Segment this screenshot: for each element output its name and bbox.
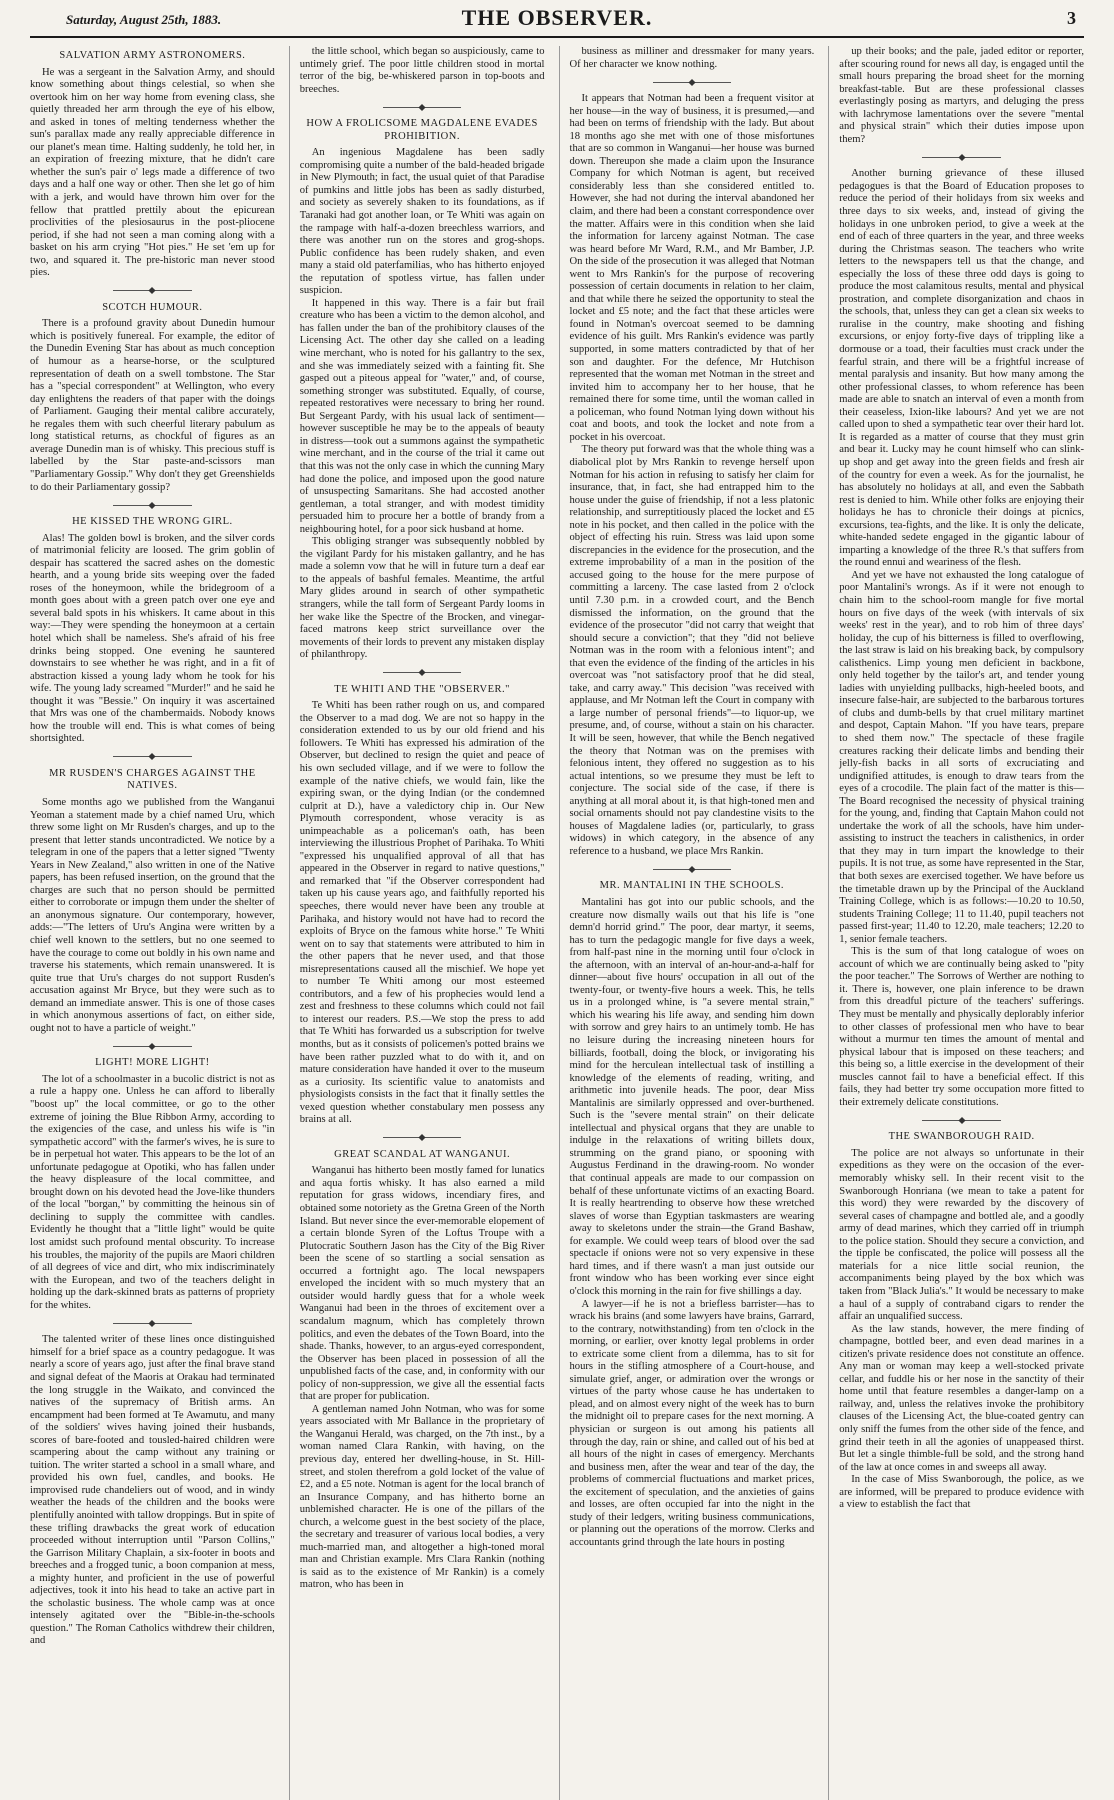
masthead <box>30 0 1084 38</box>
article <box>839 46 1084 146</box>
article-paragraph: Mantalini has got into our public schools, and the creature now dismally wails out that his life is "one demn'd horrid grind." The poor, dear martyr, it seems, has to turn the pedagogic mangle for five days a week, from half-past nine in the morning until four o'clock in the afternoon, with an interval of an-hour-and-a-half for dinner—about five hours' occupation in all out of the twenty-four, or twenty-five hours a week. This, he tells us in a prolonged whine, is "a severe mental strain," which his wearing his life away, and sending him down with sorrow and grey hairs to an untimely tomb. He has no leisure during the increasing nineteen hours for billiards, football, doing the block, or invigorating his mind for the herculean intellectual task of instilling a knowledge of the elements of reading, writing, and arithmetic into juvenile heads. The poor, dear Miss Mantalinis are similarly oppressed and over-burthened. Such is the "severe mental strain" on their delicate intellectual and physical organs that they are unable to indulge in the relaxations of writing billets doux, strumming on the grand piano, or spooning with Augustus Ferdinand in the drawing-room. No wonder that continual appeals are made to our compassion on behalf of these unfortunate victims of an exacting Board. It is really heartrending to observe how these wretched slaves of worse than Egyptian taskmasters are wearing away to skeletons under the strain—the Grand Bashaw, for example. We could weep tears of blood over the sad spectacle if onions were not so very expensive in these hard times, and if there wasn't a man just outside our front window who has been working ever since eight o'clock this morning in the rain for five shillings a day. <box>569 897 815 1297</box>
newspaper-title: THE OBSERVER. <box>461 5 653 30</box>
article-paragraph: the little school, which began so auspiciously, came to untimely grief. The poor little children stood in mortal terror of the big, be-whiskered parson in top-boots and breeches. <box>299 46 545 95</box>
article-paragraph: There is a profound gravity about Dunedin humour which is positively funereal. For example, the editor of the Dunedin Evening Star has about as much conception of humour as a hearse-horse, or the sculptured representation of death on a swell tombstone. The Star has a "special correspondent" at Wellington, who every day enlightens the readers of that paper with the doings of Parliament. Gauging their mental calibre accurately, he regales them with such cheerful literary pabulum as long statistical returns, as chockful of figures as an average Dunedin man is of whisky. This precious stuff is labelled by the Star paste-and-scissors man "Parliamentary Gossip." Why don't they get Greenshields to do their Parliamentary gossip? <box>30 318 275 493</box>
article-paragraph: He was a sergeant in the Salvation Army, and should know something about things celestial, so when she overtook him on her way home from evening class, she quietly threaded her arm through the eye of his elbow, and asked in tones of melting tenderness whether the sun's parallax made any really appreciable difference in our planet's mean time. Halting suddenly, he told her, in an expiration of freezing mixture, that he didn't care whether the sun's pair o' legs made a difference of two days and a half one way or other. Then she let go of him with a jerk, and would have thrown him over for the fellow that prattled prettily about the epicurean proclivities of the plesiosaurus in the post-pliocene period, if she had not seen a man coming along with a basket on his arm crying "Hot pies." He set 'em up for two, and squared it. The pre-historic man never stood pies. <box>30 66 275 279</box>
article-paragraph: A gentleman named John Notman, who was for some years associated with Mr Ballance in the proprietary of the Wanganui Herald, was charged, on the 7th inst., by a woman named Clara Rankin, with having, on the previous day, entered her dwelling-house, in St. Hill-street, and stolen therefrom a gold locket of the value of £2, and a £5 note. Notman is agent for the local branch of an Insurance Company, and has hitherto borne an unblemished character. He is one of the pillars of the church, a welcome guest in the best society of the place, the secretary and treasurer of various local bodies, a very much-married man, and altogether a high-toned moral man and Christian example. Mrs Clara Rankin (nothing is said as to the existence of Mr Rankin) is a comely matron, who has been in <box>299 1403 545 1591</box>
article <box>839 1131 1084 1511</box>
article-paragraph: The police are not always so unfortunate in their expeditions as they were on the occasion of the ever-memorably whisky sell. In their recent visit to the Swanborough Honriana (we mean to take a patent for this word) they were rewarded by the discovery of several cases of champagne and bottled ale, and a goodly army of dead marines, which they carried off in triumph to the police station. Should they secure a conviction, and the tipple be confiscated, the police will possess all the materials for a nice little social reunion, the accompaniments being played by the box which was taken from "Black Julia's." It would be necessary to make a haul of a supply of contraband cigars to render the affair an unqualified success. <box>839 1147 1084 1323</box>
section-divider <box>30 1318 275 1328</box>
column-3 <box>559 46 815 1800</box>
article-heading: HOW A FROLICSOME MAGDALENE EVADES PROHIBITION. <box>306 118 538 142</box>
column-2 <box>289 46 545 1800</box>
article-paragraph: And yet we have not exhausted the long catalogue of poor Mantalini's wrongs. As if it were not enough to chain him to the school-room mangle for five mortal hours on five days of the week (with intervals of six weeks' rest in the year), and to rob him of three days' holiday, the cup of his bitterness is filled to overflowing, the last straw is laid on his breaking back, by compulsory calisthenics. Limp young men deficient in backbone, only held together by the tailor's art, and tender young ladies with unyielding pullbacks, high-heeled boots, and insecure false-hair, are subjected to the barbarous tortures of clubs and dumb-bells by that cruel military martinet and despot, Captain Mahon. "If you have tears, prepare to shed them now." The spectacle of these fragile creatures racking their delicate limbs and bending their jelly-fish backs in all sorts of excruciating and undignified attitudes, is enough to draw tears from the eyes of a crocodile. The plain fact of the matter is this—The Board recognised the necessity of physical training for the young, and, finding that Captain Mahon could not undertake the work of all the schools, have him under-assisting to instruct the teachers in calisthenics, in order that they may in turn impart the knowledge to their pupils. It is not true, as some have represented in the Star, that both sexes are exercised together. We have before us the timetable drawn up by the Principal of the Auckland Training College, which is as follows:—10.20 to 10.50, students Training College; 11 to 11.40, pupil teachers not passed first-year; 11.40 to 12.20, male teachers; 12.20 to 1, senior female teachers. <box>839 569 1084 945</box>
article-paragraph: Wanganui has hitherto been mostly famed for lunatics and aqua fortis whisky. It has also earned a mild reputation for grass widows, incendiary fires, and obtained some notoriety as the Gretna Green of the North Island. But never since the ever-memorable elopement of a certain blonde Syren of the Loftus Troupe with a Plutocratic Southern Jason has the City of the Big River been the scene of so startling a social sensation as occurred a fortnight ago. The local newspapers enveloped the incident with so much mystery that an outsider would hardly guess that for a whole week Wanganui had been in the throes of excitement over a scandalum magnum, which has completely thrown politics, and even the debates of the Town Board, into the shade. Thanks, however, to an argus-eyed correspondent, the Observer has been placed in possession of all the unpublished facts of the case, and, in conformity with our policy of non-suppression, we give all the essential facts that are proper for publication. <box>299 1165 545 1403</box>
article-paragraph: up their books; and the pale, jaded editor or reporter, after scouring round for news all day, is engaged until the small hours preparing the broad sheet for the morning breakfast-table. But are these professional classes everlastingly posing as martyrs, and deluging the press with lachrymose lamentations over the severe "mental and physical strain" which their duties impose upon them? <box>839 46 1084 145</box>
article-paragraph: Te Whiti has been rather rough on us, and compared the Observer to a mad dog. We are not so happy in the consideration extended to us by our old friend and his followers. Te Whiti has expressed his admiration of the Observer, but declined to resign the quiet and peace of his own secluded village, and if we were to follow the example of the native chiefs, we would fain, like the expiring swan, or the dying Indian (or the condemned culprit at D.), have a valedictory chip in. Our New Plymouth correspondent, whose veracity is as unimpeachable as a policeman's oath, has been interviewing the illustrious Prophet of Parihaka. To Whiti "expressed his unqualified approval of all that has appeared in the Observer in regard to native questions," and remarked that "if the Observer correspondent had taken up his cause years ago, and faithfully reported his speeches, there would never have been any trouble at Parihaka, and history would not have had to record the exploits of Bryce on the famous white horse." Te Whiti went on to say that statements were attributed to him in the other papers that he never used, and that those misrepresentations caused all the mischief. We hope yet to number Te Whiti among our most esteemed contributors, and a few of his prophecies would lend a zest and freshness to these columns which could not fail to interest our readers. P.S.—We stop the press to add that Te Whiti has forwarded us a subscription for twelve months, but as it consists of policemen's potted brains we have been rather puzzled what to do with it, and on mature consideration have handed it over to the museum as a curiosity. Its scientific value to anatomists and physiologists consists in the fact that it finally settles the vexed question whether constabulary men possess any brains at all. <box>299 700 545 1126</box>
section-divider <box>30 500 275 510</box>
section-divider <box>300 102 545 112</box>
article-paragraph: Alas! The golden bowl is broken, and the silver cords of matrimonial felicity are loosed. The grim goblin of despair has scattered the sacred ashes on the domestic hearth, and a young bride sits weeping over the faded roses of the honeymoon, while the bridegroom of a month goes about with a green patch over one eye and several bald spots in his whiskers. It came about in this way:—They were spending the honeymoon at a certain hotel which shall be nameless. She's afraid of his free drinks being stopped. One evening he sauntered downstairs to see whether he was right, and in a fit of abstraction kissed a young lady whom he took for his wife. The young lady screamed "Murder!" and he said he thought it was "Bessie." On inquiry it was ascertained that Mrs was one of the chambermaids. Nobody knows how the trouble will end. This is what comes of being shortsighted. <box>30 532 275 745</box>
article-heading: TE WHITI AND THE "OBSERVER." <box>334 683 510 695</box>
article <box>300 118 545 662</box>
article <box>30 1334 275 1648</box>
page-number: 3 <box>1067 8 1076 28</box>
article-heading: GREAT SCANDAL AT WANGANUI. <box>334 1148 511 1160</box>
section-divider <box>570 77 815 87</box>
article-paragraph: This is the sum of that long catalogue of woes on account of which we are continually being asked to "pity the poor teacher." The Sorrows of Werther are nothing to it. There is, however, one plain inference to be drawn from this dreadful picture of the teachers' sufferings. They must be mentally and physically deplorably inferior to other classes of professional men who have to bear without a murmur ten times the amount of mental and physical labour that is imposed on these teachers; and this being so, a little exercise in the development of their muscles cannot fail to have a beneficial effect. If this fails, they had better try some occupation more fitted to their extremely delicate constitutions. <box>839 946 1084 1108</box>
article <box>30 516 275 746</box>
article <box>30 302 275 494</box>
article-paragraph: The theory put forward was that the whole thing was a diabolical plot by Mrs Rankin to revenge herself upon Notman for his action in refusing to satisfy her claim for insurance, that, in fact, she had entrapped him to the house under the guise of friendship, if not a less platonic relationship, and surreptitiously placed the locket and £5 note in his pocket, and then called in the police with the object of effecting his ruin. Stress was laid upon some discrepancies in the evidence for the prosecution, and the extreme improbability of a man in the position of the accused going to the house for the mere purpose of committing a larceny. The case lasted from 2 o'clock until 7.30 p.m. in a crowded court, and the Bench dismissed the information, on the ground that the evidence of the prosecutor "did not carry that weight that should secure a conviction"; that they "did not believe Notman was in the room with a felonious intent"; and that even the evidence of the finding of the articles in his overcoat was "not satisfactory proof that he did steal, take, and carry away." This decision "was received with applause, and Mr Notman left the Court in company with a large number of personal friends"—to liquor-up, we presume, and, of course, without a stain on his character. It will be seen, however, that while the Bench negatived the theory that Notman was on the premises with felonious intent, they offered no suggestion as to his actual intentions, so we presume they must be left to conjecture. The social side of the case, if there is anything at all moral about it, is that high-toned men and social ornaments should not pay clandestine visits to the houses of Magdalene ladies (or, particularly, to grass widows) in which category, in the absence of any reference to a husband, we place Mrs Rankin. <box>569 444 815 857</box>
article <box>30 768 275 1035</box>
article-paragraph: The talented writer of these lines once distinguished himself for a brief space as a country pedagogue. It was nearly a score of years ago, just after the final brave stand and signal defeat of the Maoris at Orakau had terminated the long struggle in the Waikato, and convinced the natives of the supremacy of British arms. An encampment had been formed at Te Awamutu, and many of the soldiers' wives having joined their husbands, scores of bare-footed and tousled-haired children were scampering about the camp without any training or tuition. The writer started a school in a small whare, and provided his own fuel, candles, and books. He improvised rude chandeliers out of wood, and in windy weather the heads of the children and the books were plentifully anointed with tallow droppings. But in spite of these trifling drawbacks the great work of education proceeded without interruption until "Parson Collins," the Garrison Military Chaplain, a six-footer in boots and breeches and a frogged tunic, a boon companion at mess, a mighty hunter, and proficient in the use of powerful adjectives, took it into his head to take an active part in the scholastic business. The whole camp was at once intensely agitated over the "Bible-in-the-schools question." The Roman Catholics withdrew their children, and <box>30 1334 275 1647</box>
article-paragraph: It happened in this way. There is a fair but frail creature who has been a victim to the demon alcohol, and has fallen under the ban of the prohibitory clauses of the Licensing Act. The other day she called on a leading wine merchant, who is noted for his gallantry to the sex, and she was immediately seized with a fainting fit. She gasped out a piteous appeal for "water," and, of course, something stronger was substituted. Equally, of course, repeated restoratives were necessary to bring her round. But Sergeant Pardy, with his usual lack of sentiment—however susceptible he may be to the appeals of beauty in distress—took out a summons against the sympathetic wine merchant, and in the course of the trial it came out that this was not the only case in which the cunning Mary had done the police, and imposed upon the good nature of unsuspecting Samaritans. She had accosted another gentleman, a total stranger, and with modest timidity persuaded him to procure her a bottle of brandy from a neighbouring hotel, for a poor sick husband at home. <box>299 297 545 535</box>
article-heading: SCOTCH HUMOUR. <box>102 301 203 313</box>
article <box>570 93 815 858</box>
article-paragraph: In the case of Miss Swanborough, the police, as we are informed, will be prepared to produce evidence with a view to establish the fact that <box>839 1474 1084 1511</box>
article-paragraph: This obliging stranger was subsequently nobbled by the vigilant Pardy for his mistaken gallantry, and he has made a solemn vow that he will in future turn a deaf ear to the appeals of bashful females. Meantime, the artful Mary glides around in search of other sympathetic strangers, while the tall form of Sergeant Pardy looms in her wake like the Spectre of the Brocken, and vinegar-faced matrons keep strict surveillance over the movements of their lords to prevent any mistaken display of philanthropy. <box>299 536 545 661</box>
section-divider <box>30 752 275 762</box>
article-paragraph: A lawyer—if he is not a briefless barrister—has to wrack his brains (and some lawyers have brains, Garrard, to the contrary, notwithstanding) from ten o'clock in the morning, or earlier, over knotty legal problems in order to extricate some client from a dilemma, has to sit for hours in the stifling atmosphere of a Court-house, and simulate grief, anger, or admiration over the wrongs or virtues of the party whose cause he has undertaken to plead, and on almost every night of the week has to burn the midnight oil to prepare cases for the next morning. A physician or surgeon is out among his patients all through the day, rain or shine, and called out of his bed at all hours of the night in cases of emergency. Merchants and business men, after the wear and tear of the day, the problems of commercial fluctuations and market prices, the excitement of speculation, and the anxieties of gains and losses, are often occupied far into the night in the study of their ledgers, writing business communications, or planning out the operations of the morrow. Clerks and accountants grind through the late hours in posting <box>569 1298 815 1548</box>
article-heading: LIGHT! MORE LIGHT! <box>95 1057 210 1069</box>
article-paragraph: business as milliner and dressmaker for many years. Of her character we know nothing. <box>569 46 815 70</box>
article-paragraph: It appears that Notman had been a frequent visitor at her house—in the way of business, it is presumed,—and had been on terms of friendship with the lady. But about 18 months ago she met with one of those misfortunes that are so common in Wanganui—her house was burned down. Thereupon she made a claim upon the Insurance Company for which Notman is agent, but received considerably less than she considered entitled to. However, she had not during the interval abandoned her claim, and there had been a constant correspondence over the matter. Affairs were in this condition when she laid the information for larceny against Notman. The case was heard before Mr Ward, R.M., and Mr Bamber, J.P. On the side of the prosecution it was alleged that Notman went to Mrs Rankin's for the purpose of recovering possession of certain documents in relation to her claim, and that while there he seized the opportunity to steal the locket and £5 note; and the fact that these articles were found in Notman's overcoat seemed to be damning evidence of his guilt. Mrs Rankin's evidence was partly supported, in some matters contradicted by that of her son and daughter. For the defence, Mr Hutchison represented that the woman met Notman in the street and invited him to accompany her to her house, that he remained there for some time, until the woman called in a policeman, who found Notman lying down without his coat and boots, and took the locket and note from a pocket in his overcoat. <box>569 93 815 443</box>
article <box>30 50 275 280</box>
article <box>30 1057 275 1312</box>
column-4 <box>828 46 1084 1800</box>
article-heading: MR RUSDEN'S CHARGES AGAINST THE NATIVES. <box>49 767 256 792</box>
section-divider <box>300 1133 545 1143</box>
article-paragraph: An ingenious Magdalene has been sadly compromising quite a number of the bald-headed brigade in New Plymouth; in fact, the usual quiet of that Paradise of pumkins and little jobs has been as sadly disturbed, and society as severely shaken to its foundations, as if Taranaki had got another loan, or Te Whiti was again on the rampage with half-a-dozen breechless warriors, and there was another run on the stores and grog-shops. Public confidence has been rudely shaken, and even many a staid old paterfamilias, who has hitherto enjoyed the reputation of spotless virtue, has fallen under suspicion. <box>299 147 545 297</box>
article-heading: MR. MANTALINI IN THE SCHOOLS. <box>599 880 785 892</box>
article-heading: THE SWANBOROUGH RAID. <box>888 1131 1035 1143</box>
article <box>839 168 1084 1109</box>
article <box>300 684 545 1127</box>
article-paragraph: As the law stands, however, the mere finding of champagne, bottled beer, and even dead marines in a citizen's private residence does not constitute an offence. Any man or woman may keep a well-stocked private cellar, and fuddle his or her nose in the sanctity of their home until that feature resembles a danger-lamp on a railway, and, unless the relatives invoke the prohibitory clauses of the Licensing Act, the blue-coated gentry can only sniff the fumes from the other side of the fence, and grind their teeth in all the agonies of unappeased thirst. But let a single thimble-full be sold, and the strong hand of the law at once comes in and sweeps all away. <box>839 1323 1084 1473</box>
column-1 <box>30 46 275 1800</box>
article-paragraph: Another burning grievance of these illused pedagogues is that the Board of Education proposes to reduce the period of their holidays from six weeks and three days to six weeks, and, instead of giving the holidays in one unbroken period, to give a week at the end of each of three quarters in the year, and three weeks during the Christmas season. The teachers who write letters to the newspapers tell us that the change, and especially the loss of these three odd days is going to produce the most calamitous results, mental and physical prostration, and complete disorganization and chaos in the schools, that, unless they can get a clean six weeks to ruralise in the country, make shooting and fishing excursions, or enjoy forty-five days of trippling like a dormouse or a toad, their faculties must crack under the fearful strain, and there will be a frightful increase of mental paralysis and insanity. But how many among the other professional classes, to whom reference has been made are able to snatch an interval of even a month from their ceaseless, Ixion-like labours? And yet we are not called upon to shed a sympathetic tear over their hard lot. It is regarded as a matter of course that they must grin and bear it. Lucky may he count himself who can slink-up shop and get away into the green fields and fresh air of the country for even a week. As for the journalist, he has absolutely no holidays at all, and even the Sabbath rest is denied to him. While other folks are enjoying their holidays he has to chronicle their doings at picnics, excursions, tea-fights, and the like. It is only the delicate, white-handed sedete engaged in the gigantic labour of imparting a knowledge of the three R.'s that suffers from the round ennui and weariness of the flesh. <box>839 168 1084 569</box>
article <box>300 1149 545 1592</box>
section-divider <box>300 668 545 678</box>
text-columns <box>30 38 1084 1800</box>
article-heading: SALVATION ARMY ASTRONOMERS. <box>59 50 246 61</box>
article-heading: HE KISSED THE WRONG GIRL. <box>72 516 233 528</box>
article <box>300 46 545 96</box>
section-divider <box>839 1115 1084 1125</box>
issue-date: Saturday, August 25th, 1883. <box>66 12 222 27</box>
section-divider <box>839 152 1084 162</box>
article-paragraph: Some months ago we published from the Wanganui Yeoman a statement made by a chief named Uru, which threw some light on Mr Rusden's charges, and up to the present that letter stands uncontradicted. We notice by a telegram in one of the papers that a letter signed "Twenty Years in New Zealand," also written in one of the Native papers, has been refused insertion, on the ground that the charges are such that no person should be permitted either to corroborate or impugn them under the shelter of an anonymous signature. Our contemporary, however, adds:—"The letters of Uru's Angina were written by a chief well known to the settlers, but no one seemed to have the courage to come out boldly in his own name and traverse his statements, which remain unanswered. It is quite true that Uru's charges do not support Rusden's accusation against Mr Bryce, but they were such as to demand an immediate answer. This is one of those cases in which anonymous assertions of fact, on either side, ought not to have a particle of weight." <box>30 796 275 1034</box>
section-divider <box>30 1041 275 1051</box>
article <box>570 880 815 1549</box>
section-divider <box>30 286 275 296</box>
article <box>570 46 815 71</box>
article-paragraph: The lot of a schoolmaster in a bucolic district is not as a rule a happy one. Unless he can afford to liberally "boost up" the local committee, or go to the other extreme of joining the Blue Ribbon Army, according to the exigencies of the case, and unless his wife is "in sympathetic accord" with the farmer's wives, he is sure to be in perpetual hot water. This appears to be the lot of an unfortunate pedagogue at Opotiki, who has fallen under the heavy displeasure of the local committee, and brought down on his devoted head the Jove-like thunders of the local "borgan," by committing the heinous sin of declining to supply the committee with candles. Evidently he thought that a "little light" would be quite lost amidst such profound mental obscurity. To increase his troubles, the majority of the pupils are Maori children of all degrees of vice and dirt, who mix indiscriminately with the European, and two of the teachers delight in holding up the dark-skinned brats as patterns of propriety for the whites. <box>30 1073 275 1311</box>
section-divider <box>570 864 815 874</box>
